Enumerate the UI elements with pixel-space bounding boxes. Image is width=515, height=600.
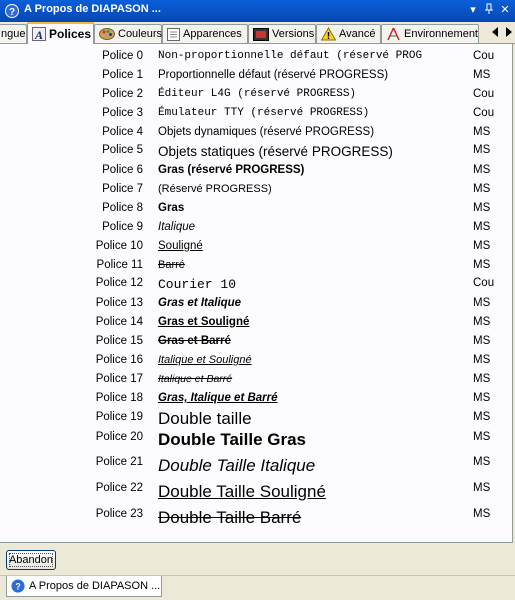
font-sample: Objets dynamiques (réservé PROGRESS) bbox=[158, 126, 375, 138]
font-label: Police 22 bbox=[95, 482, 143, 494]
font-label: Police 18 bbox=[95, 392, 143, 404]
font-sample: Double Taille Gras bbox=[158, 430, 307, 449]
font-name: MS bbox=[473, 354, 491, 366]
tab-bar bbox=[0, 22, 515, 44]
font-label: Police 9 bbox=[102, 221, 143, 233]
font-sample: Gras (réservé PROGRESS) bbox=[158, 164, 305, 176]
font-sample: Gras et Italique bbox=[158, 297, 242, 309]
font-name: Cou bbox=[473, 88, 495, 100]
font-sample: (Réservé PROGRESS) bbox=[158, 183, 272, 195]
font-sample: Italique et Barré bbox=[158, 373, 233, 385]
pushpin-icon bbox=[484, 3, 494, 15]
font-name: MS bbox=[473, 373, 491, 385]
title-bar bbox=[0, 0, 515, 22]
svg-text:?: ? bbox=[8, 7, 16, 18]
warning-icon bbox=[321, 27, 336, 41]
font-name: MS bbox=[473, 144, 491, 156]
close-button[interactable]: ✕ bbox=[500, 4, 510, 16]
tab-versions[interactable] bbox=[248, 24, 316, 43]
svg-text:A: A bbox=[34, 28, 44, 41]
font-name: MS bbox=[473, 335, 491, 347]
tab-scroll bbox=[491, 26, 513, 40]
font-label: Police 1 bbox=[102, 69, 143, 81]
film-icon bbox=[253, 28, 269, 41]
font-sample: Courier 10 bbox=[158, 277, 237, 292]
font-label: Police 8 bbox=[102, 202, 143, 214]
font-label: Police 6 bbox=[102, 164, 143, 176]
font-sample: Gras, Italique et Barré bbox=[158, 392, 278, 404]
font-sample: Double Taille Souligné bbox=[158, 482, 326, 501]
font-label: Police 23 bbox=[95, 508, 143, 520]
chevron-right-icon[interactable] bbox=[505, 26, 513, 38]
font-label: Police 3 bbox=[102, 107, 143, 119]
font-name: MS bbox=[473, 431, 491, 443]
font-sample: Gras bbox=[158, 202, 185, 214]
svg-text:?: ? bbox=[15, 581, 21, 592]
tab-label: Polices bbox=[49, 27, 92, 41]
font-sample: Gras et Barré bbox=[158, 335, 231, 347]
font-sample: Double Taille Barré bbox=[158, 508, 302, 527]
taskbar-item-label: A Propos de DIAPASON ... bbox=[29, 580, 161, 592]
tab-environnement[interactable] bbox=[381, 24, 479, 43]
font-sample: Proportionnelle défaut (réservé PROGRESS) bbox=[158, 69, 389, 81]
window-title: A Propos de DIAPASON ... bbox=[24, 3, 161, 15]
fonts-panel bbox=[0, 44, 513, 543]
font-name: MS bbox=[473, 482, 491, 494]
chevron-left-icon[interactable] bbox=[491, 26, 499, 38]
font-name: Cou bbox=[473, 50, 495, 62]
tab-label: Avancé bbox=[339, 28, 376, 40]
font-label: Police 2 bbox=[102, 88, 143, 100]
font-label: Police 7 bbox=[102, 183, 143, 195]
font-sample: Italique et Souligné bbox=[158, 354, 252, 366]
font-name: MS bbox=[473, 240, 491, 252]
font-label: Police 11 bbox=[96, 259, 143, 271]
font-name: MS bbox=[473, 202, 491, 214]
font-sample: Émulateur TTY (réservé PROGRESS) bbox=[158, 107, 370, 119]
tab-polices[interactable] bbox=[27, 22, 94, 44]
help-icon bbox=[11, 579, 25, 593]
help-icon bbox=[4, 3, 20, 19]
font-name: MS bbox=[473, 183, 491, 195]
font-sample: Barré bbox=[158, 259, 185, 271]
font-name: MS bbox=[473, 126, 491, 138]
tab-label: Versions bbox=[272, 28, 315, 40]
font-name: Cou bbox=[473, 277, 495, 289]
button-bar bbox=[0, 543, 515, 575]
font-sample: Objets statiques (réservé PROGRESS) bbox=[158, 144, 393, 159]
font-sample: Double Taille Italique bbox=[158, 456, 316, 475]
appearance-icon bbox=[167, 28, 180, 41]
font-name: MS bbox=[473, 411, 491, 423]
font-sample: Italique bbox=[158, 221, 196, 233]
font-name: MS bbox=[473, 456, 491, 468]
font-sample: Double taille bbox=[158, 409, 252, 428]
pin-icon[interactable] bbox=[482, 3, 496, 17]
font-sample: Non-proportionnelle défaut (réservé PROG bbox=[158, 50, 423, 62]
font-name: MS bbox=[473, 69, 491, 81]
font-name: MS bbox=[473, 164, 491, 176]
font-label: Police 19 bbox=[95, 411, 143, 423]
dropdown-icon[interactable]: ▾ bbox=[470, 4, 476, 16]
font-label: Police 13 bbox=[95, 297, 143, 309]
font-label: Police 17 bbox=[95, 373, 143, 385]
tab-apparences[interactable] bbox=[162, 24, 248, 43]
font-label: Police 12 bbox=[95, 277, 143, 289]
font-name: MS bbox=[473, 392, 491, 404]
font-sample: Gras et Souligné bbox=[158, 316, 250, 328]
tab-avance[interactable] bbox=[316, 24, 381, 43]
tab-label: Environnement bbox=[404, 28, 478, 40]
font-label: Police 5 bbox=[102, 144, 143, 156]
tab-couleurs[interactable] bbox=[94, 24, 162, 43]
tab-label: ngue bbox=[1, 28, 26, 40]
tab-label: Couleurs bbox=[118, 28, 163, 40]
tab-label: Apparences bbox=[183, 28, 242, 40]
compass-icon bbox=[386, 27, 401, 41]
font-sample: Éditeur L4G (réservé PROGRESS) bbox=[158, 88, 357, 100]
font-label: Police 21 bbox=[95, 456, 143, 468]
font-name: MS bbox=[473, 316, 491, 328]
tab-langue[interactable] bbox=[0, 24, 27, 43]
font-label: Police 0 bbox=[102, 50, 143, 62]
abandon-button[interactable]: Abandon bbox=[6, 550, 56, 570]
font-name: MS bbox=[473, 259, 491, 271]
font-label: Police 10 bbox=[95, 240, 143, 252]
font-label: Police 14 bbox=[95, 316, 143, 328]
font-sample: Souligné bbox=[158, 240, 203, 252]
font-name: MS bbox=[473, 221, 491, 233]
taskbar-item[interactable] bbox=[6, 576, 162, 597]
font-label: Police 20 bbox=[95, 431, 143, 443]
font-label: Police 15 bbox=[95, 335, 143, 347]
font-label: Police 16 bbox=[95, 354, 143, 366]
font-name: Cou bbox=[473, 107, 495, 119]
taskbar bbox=[0, 575, 515, 600]
palette-icon bbox=[99, 28, 115, 40]
font-name: MS bbox=[473, 297, 491, 309]
font-label: Police 4 bbox=[102, 126, 143, 138]
font-name: MS bbox=[473, 508, 491, 520]
font-icon bbox=[32, 27, 46, 41]
